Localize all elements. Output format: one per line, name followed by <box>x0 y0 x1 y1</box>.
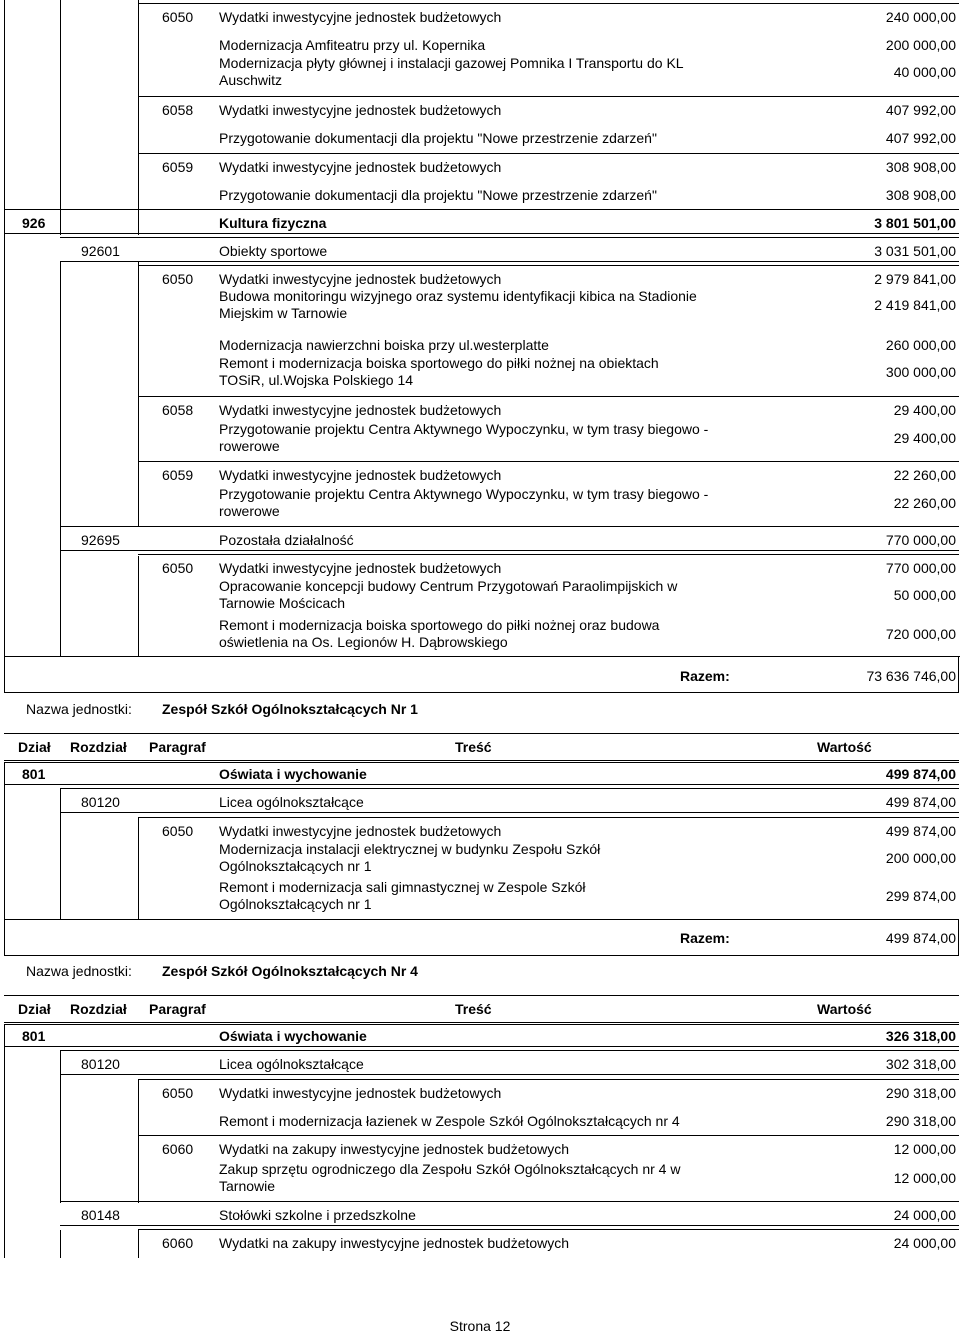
item-description: Remont i modernizacja boiska sportowego do piłki nożnej na obiektach <box>219 355 659 371</box>
row-separator <box>60 812 959 813</box>
razem-value: 73 636 746,00 <box>866 668 956 684</box>
dzial-code: 926 <box>22 215 46 231</box>
dzial-code: 801 <box>22 766 46 782</box>
row-value: 260 000,00 <box>885 337 956 353</box>
paragraf-name: Wydatki inwestycyjne jednostek budżetowych <box>219 402 502 418</box>
row-value: 300 000,00 <box>885 364 956 380</box>
paragraf-code: 6050 <box>162 1085 194 1101</box>
dzial-name: Oświata i wychowanie <box>219 766 367 782</box>
row-value: 50 000,00 <box>893 587 956 603</box>
row-separator <box>4 1022 959 1023</box>
item-description: Modernizacja Amfiteatru przy ul. Kopernika <box>219 37 486 53</box>
row-value: 240 000,00 <box>885 9 956 25</box>
rozdzial-code: 80120 <box>81 1056 120 1072</box>
row-separator <box>4 784 959 785</box>
header-tresc: Treść <box>455 739 492 755</box>
item-description: Modernizacja instalacji elektrycznej w budynku Zespołu Szkół <box>219 841 601 857</box>
paragraf-name: Wydatki inwestycyjne jednostek budżetowych <box>219 467 502 483</box>
row-separator <box>138 1135 959 1136</box>
razem-label: Razem: <box>680 668 730 684</box>
item-description-cont: rowerowe <box>219 503 280 519</box>
item-description: Przygotowanie projektu Centra Aktywnego Wypoczynku, w tym trasy biegowo - <box>219 421 709 437</box>
paragraf-name: Wydatki na zakupy inwestycyjne jednostek budżetowych <box>219 1235 570 1251</box>
row-value: 299 874,00 <box>885 888 956 904</box>
row-value: 290 318,00 <box>885 1085 956 1101</box>
rozdzial-name: Licea ogólnokształcące <box>219 794 364 810</box>
item-description: Remont i modernizacja łazienek w Zespole Szkół Ogólnokształcących nr 4 <box>219 1113 680 1129</box>
item-description: Remont i modernizacja boiska sportowego do piłki nożnej oraz budowa <box>219 617 660 633</box>
paragraf-name: Wydatki inwestycyjne jednostek budżetowych <box>219 271 502 287</box>
row-value: 407 992,00 <box>885 102 956 118</box>
row-separator <box>60 1201 959 1202</box>
paragraf-name: Wydatki inwestycyjne jednostek budżetowych <box>219 1085 502 1101</box>
razem-value: 499 874,00 <box>885 930 956 946</box>
paragraf-code: 6050 <box>162 823 194 839</box>
paragraf-code: 6050 <box>162 271 194 287</box>
header-tresc: Treść <box>455 1001 492 1017</box>
paragraf-name: Wydatki na zakupy inwestycyjne jednostek budżetowych <box>219 1141 570 1157</box>
header-wartosc: Wartość <box>817 1001 872 1017</box>
rozdzial-code: 80120 <box>81 794 120 810</box>
row-value: 24 000,00 <box>893 1235 956 1251</box>
paragraf-name: Wydatki inwestycyjne jednostek budżetowych <box>219 159 502 175</box>
row-separator <box>138 1229 959 1230</box>
row-value: 29 400,00 <box>893 430 956 446</box>
unit-label: Nazwa jednostki: <box>26 701 132 717</box>
row-value: 12 000,00 <box>893 1170 956 1186</box>
paragraf-code: 6060 <box>162 1141 194 1157</box>
row-separator <box>60 237 959 238</box>
razem-label: Razem: <box>680 930 730 946</box>
row-separator <box>60 1050 959 1051</box>
row-separator <box>60 550 959 551</box>
paragraf-code: 6059 <box>162 159 194 175</box>
row-separator <box>4 1046 959 1047</box>
row-value: 22 260,00 <box>893 495 956 511</box>
row-separator <box>138 461 959 462</box>
row-separator <box>138 3 959 4</box>
row-value: 2 979 841,00 <box>874 271 956 287</box>
row-value: 12 000,00 <box>893 1141 956 1157</box>
row-value: 308 908,00 <box>885 159 956 175</box>
header-paragraf: Paragraf <box>149 1001 206 1017</box>
header-dzial: Dział <box>18 1001 51 1017</box>
header-wartosc: Wartość <box>817 739 872 755</box>
rozdzial-name: Licea ogólnokształcące <box>219 1056 364 1072</box>
row-value: 29 400,00 <box>893 402 956 418</box>
paragraf-code: 6059 <box>162 467 194 483</box>
paragraf-name: Wydatki inwestycyjne jednostek budżetowych <box>219 823 502 839</box>
rozdzial-name: Stołówki szkolne i przedszkolne <box>219 1207 416 1223</box>
row-value: 2 419 841,00 <box>874 297 956 313</box>
row-value: 770 000,00 <box>885 560 956 576</box>
row-separator <box>60 261 959 262</box>
item-description-cont: oświetlenia na Os. Legionów H. Dąbrowskiego <box>219 634 508 650</box>
item-description-cont: Miejskim w Tarnowie <box>219 305 348 321</box>
paragraf-code: 6058 <box>162 102 194 118</box>
row-value: 308 908,00 <box>885 187 956 203</box>
unit-label: Nazwa jednostki: <box>26 963 132 979</box>
paragraf-code: 6058 <box>162 402 194 418</box>
row-value: 302 318,00 <box>885 1056 956 1072</box>
row-separator <box>60 526 959 527</box>
row-value: 770 000,00 <box>885 532 956 548</box>
row-separator <box>138 265 959 266</box>
item-description-cont: rowerowe <box>219 438 280 454</box>
row-separator <box>60 788 959 789</box>
row-value: 499 874,00 <box>885 823 956 839</box>
row-value: 720 000,00 <box>885 626 956 642</box>
paragraf-name: Wydatki inwestycyjne jednostek budżetowych <box>219 560 502 576</box>
item-description-cont: TOSiR, ul.Wojska Polskiego 14 <box>219 372 414 388</box>
row-separator <box>4 760 959 761</box>
item-description-cont: Ogólnokształcących nr 1 <box>219 896 372 912</box>
row-value: 499 874,00 <box>885 794 956 810</box>
row-separator <box>60 1074 959 1075</box>
row-separator <box>138 1079 959 1080</box>
paragraf-code: 6050 <box>162 560 194 576</box>
row-separator <box>4 209 959 210</box>
row-separator <box>138 817 959 818</box>
row-value: 3 801 501,00 <box>874 215 956 231</box>
rozdzial-code: 80148 <box>81 1207 120 1223</box>
row-value: 499 874,00 <box>885 766 956 782</box>
row-separator <box>138 396 959 397</box>
header-rozdzial: Rozdział <box>70 1001 127 1017</box>
row-value: 40 000,00 <box>893 64 956 80</box>
rozdzial-name: Pozostała działalność <box>219 532 354 548</box>
header-paragraf: Paragraf <box>149 739 206 755</box>
row-separator <box>4 233 959 234</box>
row-separator <box>60 1225 959 1226</box>
item-description: Modernizacja nawierzchni boiska przy ul.westerplatte <box>219 337 549 353</box>
paragraf-code: 6050 <box>162 9 194 25</box>
rozdzial-code: 92601 <box>81 243 120 259</box>
item-description: Modernizacja płyty głównej i instalacji gazowej Pomnika I Transportu do KL <box>219 55 684 71</box>
item-description-cont: Tarnowie <box>219 1178 276 1194</box>
row-value: 407 992,00 <box>885 130 956 146</box>
item-description: Remont i modernizacja sali gimnastycznej w Zespole Szkół <box>219 879 586 895</box>
rozdzial-code: 92695 <box>81 532 120 548</box>
row-separator <box>138 96 959 97</box>
item-description: Opracowanie koncepcji budowy Centrum Przygotowań Paraolimpijskich w <box>219 578 678 594</box>
dzial-name: Oświata i wychowanie <box>219 1028 367 1044</box>
header-dzial: Dział <box>18 739 51 755</box>
unit-name: Zespół Szkół Ogólnokształcących Nr 4 <box>162 963 418 979</box>
item-description-cont: Auschwitz <box>219 72 283 88</box>
row-value: 326 318,00 <box>885 1028 956 1044</box>
row-value: 24 000,00 <box>893 1207 956 1223</box>
paragraf-name: Wydatki inwestycyjne jednostek budżetowych <box>219 9 502 25</box>
row-value: 22 260,00 <box>893 467 956 483</box>
item-description-cont: Tarnowie Mościcach <box>219 595 346 611</box>
row-value: 200 000,00 <box>885 850 956 866</box>
dzial-code: 801 <box>22 1028 46 1044</box>
row-value: 290 318,00 <box>885 1113 956 1129</box>
paragraf-code: 6060 <box>162 1235 194 1251</box>
item-description: Budowa monitoringu wizyjnego oraz systemu identyfikacji kibica na Stadionie <box>219 288 697 304</box>
row-value: 3 031 501,00 <box>874 243 956 259</box>
header-rozdzial: Rozdział <box>70 739 127 755</box>
row-separator <box>138 153 959 154</box>
row-separator <box>138 554 959 555</box>
dzial-name: Kultura fizyczna <box>219 215 327 231</box>
rozdzial-name: Obiekty sportowe <box>219 243 328 259</box>
row-value: 200 000,00 <box>885 37 956 53</box>
item-description: Przygotowanie dokumentacji dla projektu "Nowe przestrzenie zdarzeń" <box>219 187 657 203</box>
page-number: Strona 12 <box>449 1318 511 1334</box>
item-description: Przygotowanie dokumentacji dla projektu "Nowe przestrzenie zdarzeń" <box>219 130 657 146</box>
item-description-cont: Ogólnokształcących nr 1 <box>219 858 372 874</box>
unit-name: Zespół Szkół Ogólnokształcących Nr 1 <box>162 701 418 717</box>
item-description: Przygotowanie projektu Centra Aktywnego Wypoczynku, w tym trasy biegowo - <box>219 486 709 502</box>
item-description: Zakup sprzętu ogrodniczego dla Zespołu Szkół Ogólnokształcących nr 4 w <box>219 1161 681 1177</box>
paragraf-name: Wydatki inwestycyjne jednostek budżetowych <box>219 102 502 118</box>
